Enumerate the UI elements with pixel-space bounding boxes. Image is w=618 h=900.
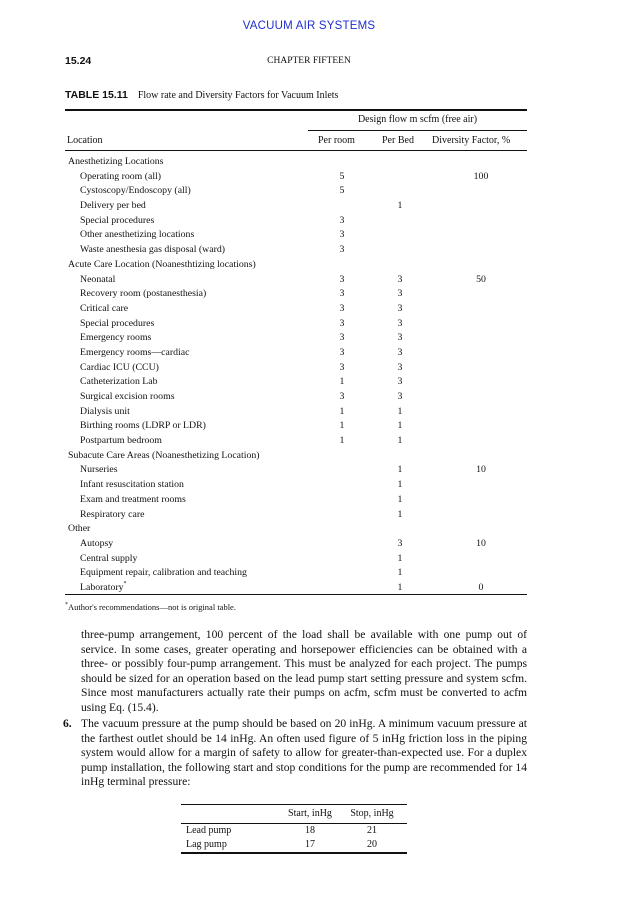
location-cell (80, 302, 128, 317)
table-row (0, 346, 618, 361)
location-cell (80, 566, 247, 581)
location-cell (68, 522, 90, 537)
per-bed-cell: 1 (397, 464, 403, 476)
start-value: 18 (305, 825, 315, 836)
location-cell (68, 258, 256, 273)
column-header-location: Location (67, 135, 103, 146)
location-cell (80, 199, 146, 214)
per-room-cell: 1 (339, 405, 345, 417)
per-bed-cell: 1 (397, 405, 403, 417)
table-row (0, 317, 618, 332)
location-text: Laboratory (80, 581, 124, 593)
location-text: Central supply (80, 552, 138, 564)
stop-value: 21 (367, 825, 377, 836)
table-bottom-rule (65, 594, 527, 595)
location-text: Infant resuscitation station (80, 479, 184, 491)
table-body (0, 155, 618, 596)
per-room-cell: 3 (339, 361, 345, 373)
per-room-cell: 3 (339, 288, 345, 300)
table-row (0, 405, 618, 420)
table-row (0, 214, 618, 229)
table-row (0, 478, 618, 493)
pump-label: Lag pump (186, 839, 227, 850)
location-text: Emergency rooms (80, 332, 152, 344)
location-text: Catheterization Lab (80, 376, 158, 388)
table-row (0, 243, 618, 258)
per-room-cell: 3 (339, 273, 345, 285)
location-cell (80, 478, 184, 493)
table-category-row (0, 522, 618, 537)
location-text: Special procedures (80, 214, 155, 226)
chapter-title: CHAPTER FIFTEEN (267, 56, 351, 66)
design-flow-group-header: Design flow m scfm (free air) (357, 114, 478, 125)
stop-value: 20 (367, 839, 377, 850)
table-row (0, 493, 618, 508)
per-bed-cell: 1 (397, 508, 403, 520)
location-cell (80, 552, 137, 567)
location-text: Operating room (all) (80, 170, 162, 182)
per-room-cell: 3 (339, 391, 345, 402)
location-cell (80, 419, 206, 434)
per-bed-cell: 3 (397, 273, 403, 285)
per-bed-cell: 1 (397, 479, 403, 491)
location-cell (68, 155, 164, 170)
table-row (0, 302, 618, 317)
location-cell (80, 493, 186, 508)
location-cell (80, 214, 154, 229)
location-text: Emergency rooms—cardiac (80, 346, 190, 358)
per-room-cell: 3 (339, 229, 345, 241)
location-cell (80, 243, 225, 258)
location-cell (80, 537, 113, 552)
per-room-cell: 1 (339, 435, 345, 447)
per-bed-cell: 1 (397, 552, 403, 564)
table-category-row (0, 155, 618, 170)
diversity-cell: 0 (478, 581, 484, 593)
per-bed-cell: 3 (397, 391, 403, 402)
location-text: Cystoscopy/Endoscopy (all) (80, 185, 191, 197)
per-room-cell: 3 (339, 346, 345, 358)
location-text: Surgical excision rooms (80, 391, 175, 402)
per-room-cell: 3 (339, 332, 345, 344)
start-value: 17 (305, 839, 315, 850)
table-number: TABLE 15.11 (65, 89, 128, 101)
table-row (0, 537, 618, 552)
table-row (0, 228, 618, 243)
location-cell (80, 317, 154, 332)
location-cell (80, 375, 158, 390)
location-cell (80, 228, 194, 243)
per-bed-cell: 3 (397, 346, 403, 358)
per-bed-cell: 3 (397, 376, 403, 388)
table-row (0, 566, 618, 581)
diversity-cell: 10 (476, 464, 486, 476)
pump-table-header-start: Start, inHg (288, 808, 332, 819)
pump-table-row (181, 838, 407, 852)
per-room-cell: 3 (339, 317, 345, 329)
location-cell (80, 508, 144, 523)
location-text: Acute Care Location (Noanesthtizing locations) (68, 258, 256, 270)
per-room-cell: 3 (339, 214, 345, 226)
location-cell (80, 390, 175, 405)
page-number: 15.24 (65, 55, 92, 67)
per-room-cell: 3 (339, 302, 345, 314)
table-header-rule (65, 150, 527, 151)
diversity-cell: 100 (473, 170, 489, 182)
table-caption (65, 89, 338, 101)
pump-table-header-stop: Stop, inHg (350, 808, 394, 819)
table-row (0, 552, 618, 567)
table-row (0, 331, 618, 346)
location-cell (80, 346, 189, 361)
column-header-per-room: Per room (318, 135, 355, 146)
location-cell (80, 287, 206, 302)
table-top-rule (65, 109, 527, 111)
pump-table-bottom-rule (181, 852, 407, 854)
table-row (0, 508, 618, 523)
location-text: Cardiac ICU (CCU) (80, 361, 159, 373)
location-cell (80, 405, 130, 420)
diversity-cell: 50 (476, 273, 486, 285)
per-bed-cell: 1 (397, 567, 403, 579)
table-row (0, 375, 618, 390)
location-cell (80, 434, 162, 449)
per-bed-cell: 3 (397, 537, 403, 549)
table-row (0, 361, 618, 376)
per-bed-cell: 1 (397, 420, 403, 432)
per-bed-cell: 3 (397, 302, 403, 314)
table-row (0, 287, 618, 302)
per-room-cell: 1 (339, 376, 345, 388)
location-cell (80, 273, 115, 288)
per-room-cell: 5 (339, 170, 345, 182)
location-text: Other (68, 523, 91, 535)
table-row (0, 184, 618, 199)
table-row (0, 434, 618, 449)
location-cell (80, 463, 118, 478)
footnote-text: Author's recommendations—not is original table. (68, 602, 236, 612)
location-text: Critical care (80, 302, 129, 314)
table-category-row (0, 449, 618, 464)
location-text: Subacute Care Areas (Noanesthetizing Location) (68, 449, 260, 461)
table-row (0, 390, 618, 405)
diversity-cell: 10 (476, 537, 486, 549)
location-text: Waste anesthesia gas disposal (ward) (80, 244, 226, 256)
per-bed-cell: 3 (397, 332, 403, 344)
table-row (0, 170, 618, 185)
location-text: Postpartum bedroom (80, 435, 162, 447)
per-bed-cell: 1 (397, 581, 403, 593)
pump-label: Lead pump (186, 825, 232, 836)
table-category-row (0, 258, 618, 273)
location-text: Special procedures (80, 317, 155, 329)
list-item-text: The vacuum pressure at the pump should be based on 20 inHg. A minimum vacuum pressure at the farthest outlet should be 14 inHg. An often used figure of 5 inHg friction loss in the piping system would allow for a margin of safety to allow for greater-than-expected use. For a duplex pump installation, the following start and stop conditions for the pump are recommended for 14 inHg terminal pressure: (81, 717, 527, 788)
per-bed-cell: 1 (397, 200, 403, 212)
table-footnote (65, 602, 236, 612)
pump-table-row (181, 824, 407, 838)
location-text: Nurseries (80, 464, 118, 476)
location-text: Exam and treatment rooms (80, 493, 186, 505)
running-head: VACUUM AIR SYSTEMS (242, 20, 376, 32)
location-text: Autopsy (80, 537, 114, 549)
column-header-per-bed: Per Bed (382, 135, 414, 146)
group-header-rule (308, 130, 527, 131)
list-item-number: 6. (63, 717, 72, 730)
per-bed-cell: 3 (397, 361, 403, 373)
location-cell (80, 170, 161, 185)
per-room-cell: 1 (339, 420, 345, 432)
table-caption-text: Flow rate and Diversity Factors for Vacuum Inlets (137, 90, 339, 101)
location-text: Recovery room (postanesthesia) (80, 288, 207, 300)
location-text: Other anesthetizing locations (80, 229, 195, 241)
location-text: Equipment repair, calibration and teaching (80, 567, 247, 579)
location-text: Delivery per bed (80, 200, 146, 212)
location-text: Neonatal (80, 273, 116, 285)
per-bed-cell: 1 (397, 435, 403, 447)
table-row (0, 419, 618, 434)
table-row (0, 273, 618, 288)
location-cell (80, 184, 191, 199)
location-cell (80, 361, 159, 376)
location-text: Respiratory care (80, 508, 145, 520)
table-row (0, 199, 618, 214)
location-text: Birthing rooms (LDRP or LDR) (80, 420, 206, 432)
location-text: Anesthetizing Locations (68, 156, 164, 167)
per-room-cell: 3 (339, 244, 345, 256)
per-room-cell: 5 (339, 185, 345, 197)
per-bed-cell: 3 (397, 288, 403, 300)
footnote-marker: * (123, 580, 127, 587)
per-bed-cell: 1 (397, 493, 403, 505)
column-header-diversity-factor: Diversity Factor, % (432, 135, 511, 146)
location-text: Dialysis unit (80, 405, 130, 417)
location-cell (68, 449, 260, 464)
footnote-marker: * (65, 602, 68, 609)
per-bed-cell: 3 (397, 317, 403, 329)
location-cell (80, 331, 151, 346)
table-row (0, 463, 618, 478)
pump-table-top-rule (181, 804, 407, 805)
paragraph-continuation: three-pump arrangement, 100 percent of the load shall be available with one pump out of service. In some cases, greater operating and horsepower efficiencies can be obtained with a three- or possibly four-pump arrangement. This must be analyzed for each project. The pumps should be sized for an operation based on the lead pump start setting pressure and system scfm. Since most manufacturers actually rate their pumps on acfm, scfm must be converted to acfm using Eq. (15.4). (81, 628, 527, 714)
